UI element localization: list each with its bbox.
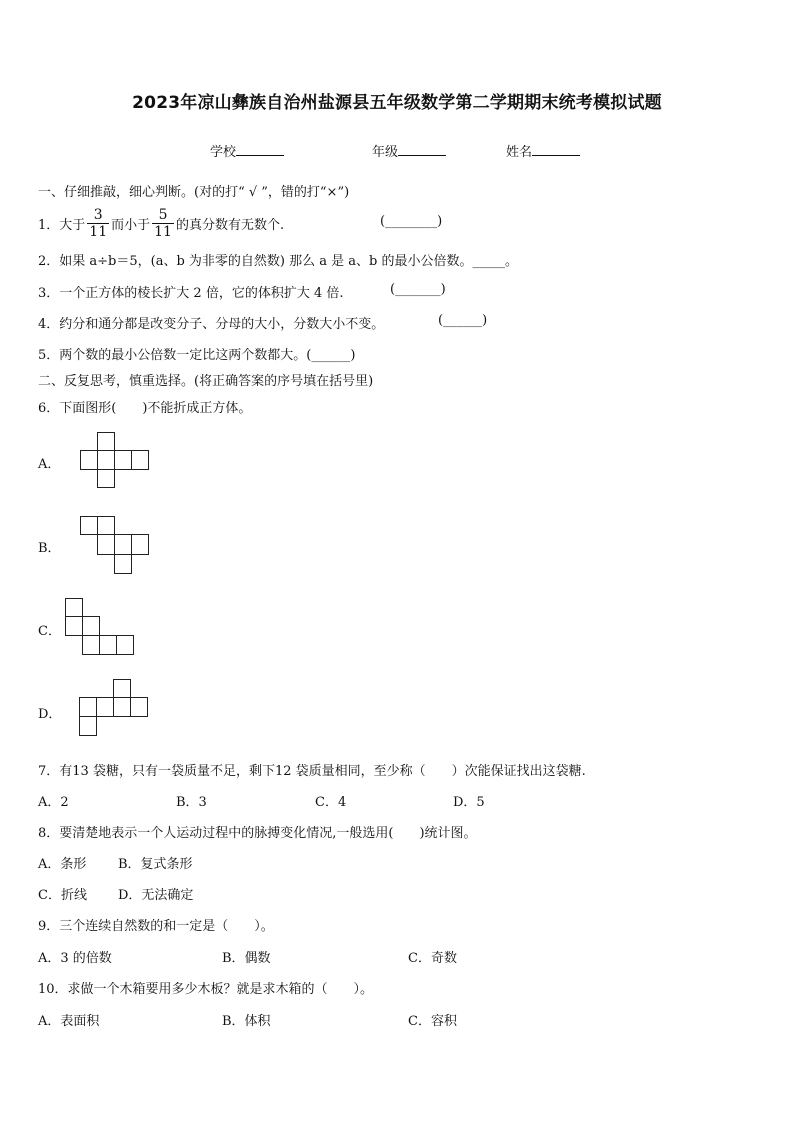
q1-answer-blank[interactable]: (________): [380, 214, 443, 229]
question-10: 10．求做一个木箱要用多少木板？就是求木箱的（ ）。: [38, 982, 374, 997]
name-field[interactable]: [506, 141, 580, 160]
school-field[interactable]: [210, 141, 284, 160]
net-b: [80, 516, 150, 574]
q7-option-d[interactable]: D．5: [453, 795, 485, 810]
school-blank[interactable]: [236, 142, 284, 156]
frac2-denominator: 11: [154, 223, 172, 240]
fraction-3-11: [87, 207, 109, 240]
q8-option-b[interactable]: B．复式条形: [118, 857, 193, 872]
q1-text-a: 大于: [59, 217, 86, 233]
fraction-5-11: [152, 207, 174, 240]
frac2-numerator: 5: [152, 207, 174, 224]
frac1-denominator: 11: [89, 223, 108, 240]
q3-number: 3．: [38, 286, 60, 301]
name-label: 姓名: [506, 145, 533, 160]
q9-option-c[interactable]: C．奇数: [408, 951, 457, 966]
net-c: [65, 598, 137, 656]
q4-text: 约分和通分都是改变分子、分母的大小，分数大小不变。: [59, 317, 385, 332]
q6-option-b[interactable]: B．: [38, 541, 61, 556]
q6-option-c[interactable]: C．: [38, 624, 61, 639]
q5-number: 5．: [38, 348, 60, 363]
q7-option-c[interactable]: C．4: [315, 795, 347, 810]
question-1: [38, 203, 284, 243]
q10-option-c[interactable]: C．容积: [408, 1014, 457, 1029]
section1-heading: 一、仔细推敲，细心判断。(对的打“ √ ”，错的打“×”): [38, 185, 350, 200]
q6-option-d[interactable]: D．: [38, 707, 62, 722]
section2-heading: 二、反复思考，慎重选择。(将正确答案的序号填在括号里): [38, 374, 374, 389]
question-3: [38, 282, 344, 301]
q1-text-c: 的真分数有无数个.: [175, 217, 285, 233]
question-4: [38, 313, 384, 332]
q3-answer-blank[interactable]: (_______): [390, 282, 446, 297]
question-5: [38, 344, 355, 363]
q8-option-a[interactable]: A．条形: [38, 857, 87, 872]
q6-option-a[interactable]: A．: [38, 457, 61, 472]
frac1-numerator: 3: [87, 207, 109, 224]
question-2: [38, 250, 518, 269]
question-9: 9．三个连续自然数的和一定是（ ）。: [38, 919, 274, 934]
name-blank[interactable]: [532, 142, 580, 156]
q4-number: 4．: [38, 317, 60, 332]
grade-label: 年级: [372, 145, 399, 160]
q4-answer-blank[interactable]: (______): [438, 313, 488, 328]
school-label: 学校: [210, 145, 237, 160]
q8-option-d[interactable]: D．无法确定: [118, 888, 194, 903]
q9-option-a[interactable]: A．3 的倍数: [38, 951, 112, 966]
page-title: 2023年凉山彝族自治州盐源县五年级数学第二学期期末统考模拟试题: [132, 93, 662, 113]
q2-text: 如果 a÷b＝5，(a、b 为非零的自然数) 那么 a 是 a、b 的最小公倍数。_____。: [59, 254, 518, 269]
q9-option-b[interactable]: B．偶数: [222, 951, 271, 966]
net-d: [79, 679, 151, 737]
grade-blank[interactable]: [398, 142, 446, 156]
question-6: 6．下面图形( )不能折成正方体。: [38, 401, 252, 416]
net-a: [80, 432, 150, 488]
q2-number: 2．: [38, 254, 60, 269]
question-8: 8．要清楚地表示一个人运动过程中的脉搏变化情况,一般选用( )统计图。: [38, 826, 477, 841]
q7-option-a[interactable]: A．2: [38, 795, 69, 810]
q7-option-b[interactable]: B．3: [176, 795, 207, 810]
q1-text-b: 而小于: [111, 217, 151, 233]
q10-option-a[interactable]: A．表面积: [38, 1014, 100, 1029]
grade-field[interactable]: [372, 141, 446, 160]
q8-option-c[interactable]: C．折线: [38, 888, 87, 903]
q5-text: 两个数的最小公倍数一定比这两个数都大。(______): [59, 348, 356, 363]
question-7: 7．有13 袋糖，只有一袋质量不足，剩下12 袋质量相同，至少称（ ）次能保证找出这袋糖.: [38, 764, 586, 779]
q10-option-b[interactable]: B．体积: [222, 1014, 271, 1029]
q3-text: 一个正方体的棱长扩大 2 倍，它的体积扩大 4 倍.: [59, 286, 344, 301]
q1-number: 1．: [38, 217, 60, 233]
